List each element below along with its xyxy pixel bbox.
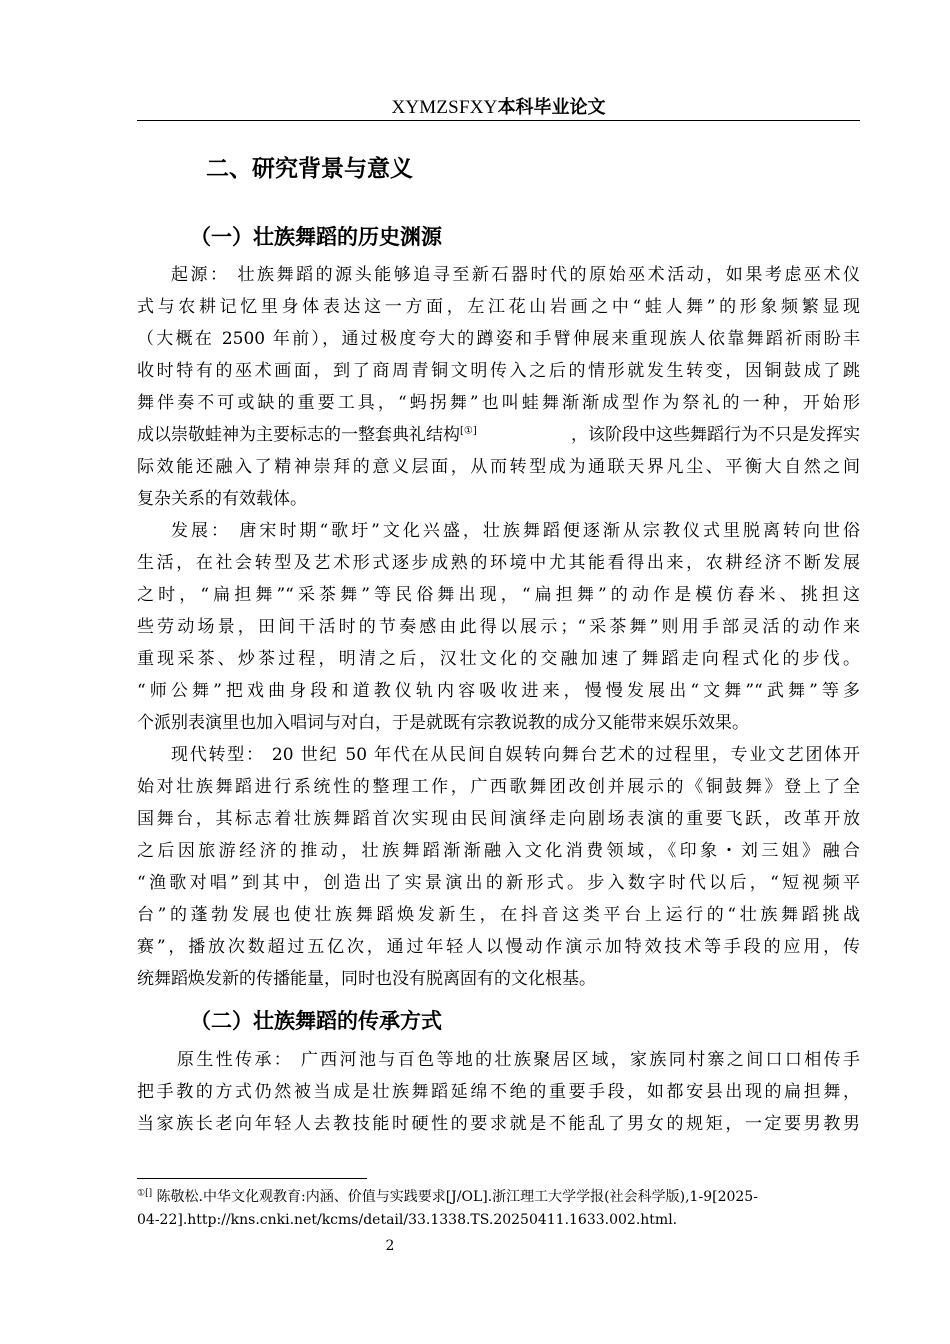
page-number: 2 [385,1238,395,1254]
paragraph-line: 当家族长老向年轻人去教技能时硬性的要求就是不能乱了男女的规矩，一定要男教男 [137,1114,860,1134]
footnote [137,1186,860,1232]
paragraph-line: 把手教的方式仍然被当成是壮族舞蹈延绵不绝的重要手段，如都安县出现的扁担舞， [137,1082,860,1102]
paragraph-line: 起源： 壮族舞蹈的源头能够追寻至新石器时代的原始巫术活动，如果考虑巫术仪 [171,265,860,285]
paragraph-line: 生活，在社会转型及艺术形式逐步成熟的环境中尤其能看得出来，农耕经济不断发展 [137,553,860,573]
paragraph-line: 复杂关系的有效载体。 [137,489,307,509]
footnote-line [137,1186,860,1209]
paragraph-line: 台”的蓬勃发展也使壮族舞蹈焕发新生，在抖音这类平台上运行的“壮族舞蹈挑战 [137,905,860,925]
paragraph-line: 现代转型： 20 世纪 50 年代在从民间自娱转向舞台艺术的过程里，专业文艺团体开 [171,745,860,765]
paragraph-line: 收时特有的巫术画面，到了商周青铜文明传入之后的情形就发生转变，因铜鼓成了跳 [137,361,860,381]
paragraph-line: 式与农耕记忆里身体表达这一方面，左江花山岩画之中“蛙人舞”的形象频繁显现 [137,297,860,317]
paragraph-line: 之后因旅游经济的推动，壮族舞蹈渐渐融入文化消费领域，《印象・刘三姐》融合 [137,841,860,861]
paragraph-line: 重现采茶、炒茶过程，明清之后，汉壮文化的交融加速了舞蹈走向程式化的步伐。 [137,649,860,669]
footnote-mark: ①[] [137,1188,153,1199]
paragraph-text: 成以崇敬蛙神为主要标志的一整套典礼结构 [137,425,460,445]
paragraph-line: 舞伴奏不可或缺的重要工具，“蚂拐舞”也叫蛙舞渐渐成型作为祭礼的一种，开始形 [137,393,860,413]
header-code: XYMZSFXY [391,97,498,118]
paragraph-line: 际效能还融入了精神崇拜的意义层面，从而转型成为通联天界凡尘、平衡大自然之间 [137,457,860,477]
paragraph-text: ，该阶段中这些舞蹈行为不只是发挥实 [571,425,860,445]
paragraph-line: 始对壮族舞蹈进行系统性的整理工作，广西歌舞团改创并展示的《铜鼓舞》登上了全 [137,777,860,797]
footnote-text: 陈敬松.中华文化观教育:内涵、价值与实践要求[J/OL].浙江理工大学学报(社会科学版),1-9[2025- [152,1189,758,1205]
paragraph-line: 国舞台，其标志着壮族舞蹈首次实现由民间演绎走向剧场表演的重要飞跃，改革开放 [137,809,860,829]
paragraph-line-with-ref [137,419,860,451]
header-label: 本科毕业论文 [497,97,606,118]
paragraph-line: 之时，“扁担舞”“采茶舞”等民俗舞出现，“扁担舞”的动作是模仿舂米、挑担这 [137,585,860,605]
paragraph-line: 个派别表演里也加入唱词与对白，于是就既有宗教说教的成分又能带来娱乐效果。 [137,713,749,733]
paragraph-line: 赛”，播放次数超过五亿次，通过年轻人以慢动作演示加特效技术等手段的应用，传 [137,937,860,957]
running-header [137,94,860,120]
header-rule [137,120,860,121]
paragraph-line: 统舞蹈焕发新的传播能量，同时也没有脱离固有的文化根基。 [137,969,596,989]
history-body [137,259,860,995]
paragraph-line: 原生性传承： 广西河池与百色等地的壮族聚居区域，家族同村寨之间口口相传手 [177,1050,860,1070]
subsection-title-inheritance: （二）壮族舞蹈的传承方式 [190,1009,442,1033]
paragraph-line: 发展： 唐宋时期“歌圩”文化兴盛，壮族舞蹈便逐渐从宗教仪式里脱离转向世俗 [171,521,860,541]
paragraph-line: “渔歌对唱”到其中，创造出了实景演出的新形式。步入数字时代以后，“短视频平 [137,873,860,893]
paragraph-line: （大概在 2500 年前），通过极度夸大的蹲姿和手臂伸展来重现族人依靠舞蹈祈雨盼丰 [137,329,860,349]
section-title: 二、研究背景与意义 [206,156,413,182]
inheritance-body [137,1044,860,1140]
footnote-rule [137,1178,367,1179]
paragraph-line: “师公舞”把戏曲身段和道教仪轨内容吸收进来，慢慢发展出“文舞”“武舞”等多 [137,681,860,701]
subsection-title-history: （一）壮族舞蹈的历史渊源 [190,225,442,249]
footnote-url[interactable]: 04-22].http://kns.cnki.net/kcms/detail/33.1338.TS.20250411.1633.002.html. [137,1212,678,1228]
footnote-reference[interactable]: [①] [460,425,477,437]
paragraph-line: 些劳动场景，田间干活时的节奏感由此得以展示；“采茶舞”则用手部灵活的动作来 [137,617,860,637]
